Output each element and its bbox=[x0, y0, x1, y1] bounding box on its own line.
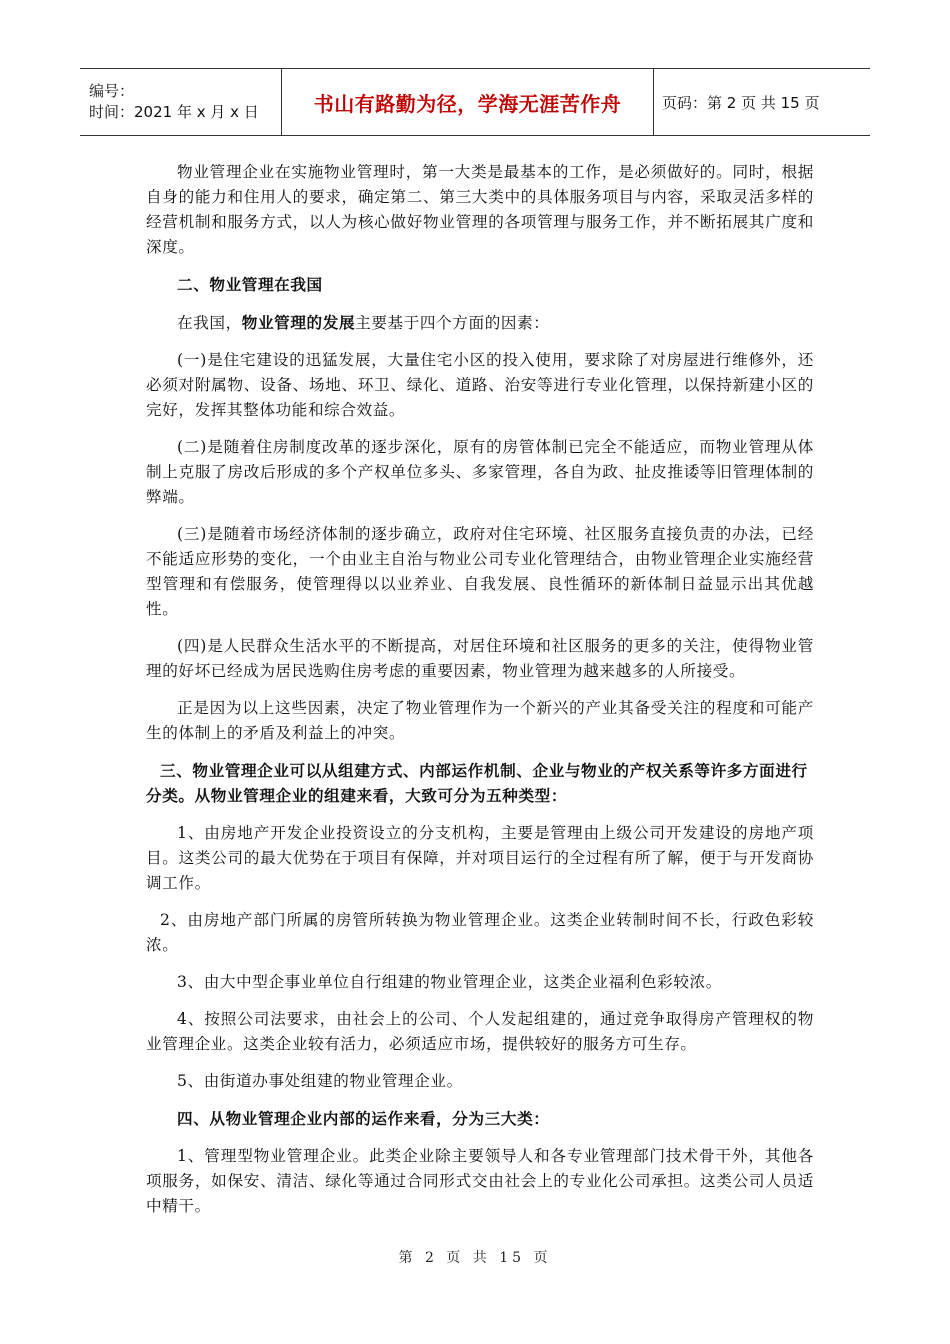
list-item-type-2: 2、由房地产部门所属的房管所转换为物业管理企业。这类企业转制时间不长，行政色彩较浓。 bbox=[146, 911, 814, 954]
doc-number: 编号： bbox=[89, 82, 135, 100]
header-motto-cell bbox=[281, 69, 654, 135]
list-item-type-1: 1、由房地产开发企业投资设立的分支机构，主要是管理由上级公司开发建设的房地产项目。这类公司的最大优势在于项目有保障，并对项目运行的全过程有所了解，便于与开发商协调工作。 bbox=[146, 824, 814, 892]
document-header bbox=[80, 68, 870, 136]
page-footer: 第 2 页 共 15 页 bbox=[398, 1250, 552, 1266]
text-run: 在我国， bbox=[177, 314, 242, 332]
header-meta bbox=[80, 69, 281, 135]
section-heading-3: 三、物业管理企业可以从组建方式、内部运作机制、企业与物业的产权关系等许多方面进行分类。从物业管理企业的组建来看，大致可分为五种类型： bbox=[146, 761, 808, 805]
section-heading-4: 四、从物业管理企业内部的运作来看，分为三大类： bbox=[177, 1109, 550, 1128]
paragraph-factor-1: (一)是住宅建设的迅猛发展，大量住宅小区的投入使用，要求除了对房屋进行维修外，还必须对附属物、设备、场地、环卫、绿化、道路、治安等进行专业化管理，以保持新建小区的完好，发挥其整体功能和综合效益。 bbox=[146, 351, 814, 419]
list-item-type-5: 5、由街道办事处组建的物业管理企业。 bbox=[177, 1072, 463, 1090]
section-heading-2: 二、物业管理在我国 bbox=[177, 275, 323, 294]
header-page-code: 页码：第 2 页 共 15 页 bbox=[662, 93, 820, 112]
list-item-type-4: 4、按照公司法要求，由社会上的公司、个人发起组建的，通过竞争取得房产管理权的物业管理企业。这类企业较有活力，必须适应市场，提供较好的服务方可生存。 bbox=[146, 1010, 814, 1053]
paragraph-conclusion: 正是因为以上这些因素，决定了物业管理作为一个新兴的产业其备受关注的程度和可能产生的体制上的矛盾及利益上的冲突。 bbox=[146, 699, 814, 742]
paragraph-development bbox=[146, 310, 814, 336]
paragraph-factor-4: (四)是人民群众生活水平的不断提高，对居住环境和社区服务的更多的关注，使得物业管理的好坏已经成为居民选购住房考虑的重要因素，物业管理为越来越多的人所接受。 bbox=[146, 637, 814, 680]
doc-date: 时间：2021 年 x 月 x 日 bbox=[89, 103, 259, 121]
text-run: 主要基于四个方面的因素： bbox=[355, 314, 550, 332]
document-body bbox=[146, 160, 814, 1231]
header-motto: 书山有路勤为径，学海无涯苦作舟 bbox=[313, 91, 622, 116]
list-item-type-3: 3、由大中型企事业单位自行组建的物业管理企业，这类企业福利色彩较浓。 bbox=[177, 973, 722, 991]
paragraph-factor-2: (二)是随着住房制度改革的逐步深化，原有的房管体制已完全不能适应，而物业管理从体制上克服了房改后形成的多个产权单位多头、多家管理，各自为政、扯皮推诿等旧管理体制的弊端。 bbox=[146, 438, 814, 506]
bold-run: 物业管理的发展 bbox=[241, 313, 356, 332]
list-item-ops-1: 1、管理型物业管理企业。此类企业除主要领导人和各专业管理部门技术骨干外，其他各项服务，如保安、清洁、绿化等通过合同形式交由社会上的专业化公司承担。这类公司人员适中精干。 bbox=[146, 1147, 814, 1215]
paragraph-factor-3: (三)是随着市场经济体制的逐步确立，政府对住宅环境、社区服务直接负责的办法，已经不能适应形势的变化，一个由业主自治与物业公司专业化管理结合，由物业管理企业实施经营型管理和有偿服务，使管理得以以业养业、自我发展、良性循环的新体制日益显示出其优越性。 bbox=[146, 525, 814, 618]
paragraph-intro: 物业管理企业在实施物业管理时，第一大类是最基本的工作，是必须做好的。同时，根据自身的能力和住用人的要求，确定第二、第三大类中的具体服务项目与内容，采取灵活多样的经营机制和服务方式，以人为核心做好物业管理的各项管理与服务工作，并不断拓展其广度和深度。 bbox=[146, 163, 814, 256]
